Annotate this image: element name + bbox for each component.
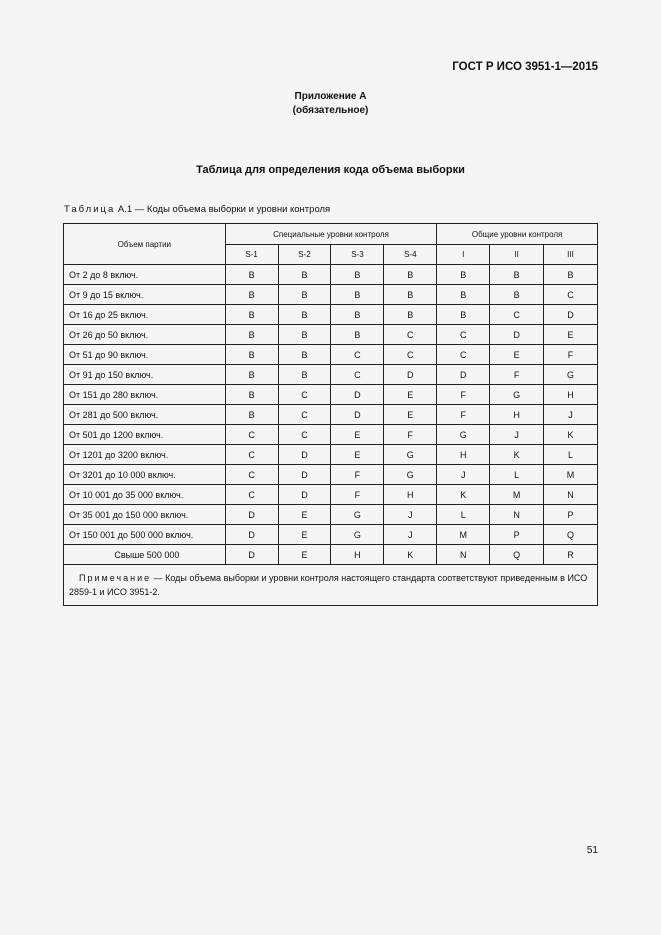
table-row — [64, 345, 598, 365]
lot-size-cell: От 51 до 90 включ. — [64, 345, 226, 365]
table-row — [64, 405, 598, 425]
code-cell: C — [384, 325, 437, 345]
lot-size-cell: От 10 001 до 35 000 включ. — [64, 485, 226, 505]
table-row — [64, 545, 598, 565]
code-cell: B — [490, 265, 544, 285]
lot-size-cell: От 2 до 8 включ. — [64, 265, 226, 285]
code-cell: D — [437, 365, 490, 385]
code-cell: H — [384, 485, 437, 505]
table-caption — [64, 204, 330, 215]
table-row — [64, 425, 598, 445]
code-cell: B — [225, 365, 278, 385]
code-cell: B — [331, 265, 384, 285]
code-cell: B — [225, 405, 278, 425]
code-cell: J — [384, 525, 437, 545]
code-cell: C — [278, 425, 331, 445]
appendix-status: (обязательное) — [292, 105, 369, 116]
code-cell: F — [331, 465, 384, 485]
code-cell: F — [331, 485, 384, 505]
level-header: II — [490, 245, 544, 265]
code-cell: E — [278, 505, 331, 525]
code-cell: J — [544, 405, 598, 425]
code-cell: M — [490, 485, 544, 505]
lot-size-cell: От 1201 до 3200 включ. — [64, 445, 226, 465]
code-cell: D — [544, 305, 598, 325]
code-cell: G — [544, 365, 598, 385]
code-cell: C — [331, 345, 384, 365]
lot-size-cell: От 281 до 500 включ. — [64, 405, 226, 425]
code-cell: G — [384, 465, 437, 485]
code-cell: G — [384, 445, 437, 465]
code-cell: B — [225, 305, 278, 325]
document-id: ГОСТ Р ИСО 3951-1—2015 — [452, 61, 598, 73]
lot-size-cell: От 9 до 15 включ. — [64, 285, 226, 305]
general-levels-header: Общие уровни контроля — [437, 224, 598, 245]
code-cell: B — [278, 285, 331, 305]
code-cell: G — [437, 425, 490, 445]
code-cell: L — [437, 505, 490, 525]
code-cell: H — [544, 385, 598, 405]
code-cell: P — [490, 525, 544, 545]
lot-size-cell: От 150 001 до 500 000 включ. — [64, 525, 226, 545]
sample-size-code-table — [63, 223, 598, 606]
code-cell: L — [490, 465, 544, 485]
code-cell: F — [437, 405, 490, 425]
code-cell: C — [225, 445, 278, 465]
table-row — [64, 385, 598, 405]
table-row — [64, 485, 598, 505]
level-header: S-4 — [384, 245, 437, 265]
code-cell: M — [437, 525, 490, 545]
code-cell: P — [544, 505, 598, 525]
code-cell: G — [490, 385, 544, 405]
code-cell: B — [278, 265, 331, 285]
code-cell: D — [225, 505, 278, 525]
code-cell: B — [225, 285, 278, 305]
appendix-heading — [0, 90, 661, 118]
code-cell: B — [331, 325, 384, 345]
code-cell: B — [437, 305, 490, 325]
table-note — [64, 565, 598, 606]
table-row — [64, 525, 598, 545]
code-cell: Q — [490, 545, 544, 565]
code-cell: H — [437, 445, 490, 465]
table-caption-text: А.1 — Коды объема выборки и уровни контроля — [115, 204, 331, 215]
special-levels-header: Специальные уровни контроля — [225, 224, 437, 245]
code-cell: D — [384, 365, 437, 385]
code-cell: H — [331, 545, 384, 565]
code-cell: K — [490, 445, 544, 465]
appendix-title: Приложение А — [294, 91, 367, 102]
code-cell: E — [384, 405, 437, 425]
level-header: S-1 — [225, 245, 278, 265]
code-cell: F — [544, 345, 598, 365]
lot-size-cell: От 35 001 до 150 000 включ. — [64, 505, 226, 525]
code-cell: D — [331, 385, 384, 405]
code-cell: E — [490, 345, 544, 365]
code-cell: G — [331, 505, 384, 525]
code-cell: Q — [544, 525, 598, 545]
code-cell: B — [225, 265, 278, 285]
code-cell: D — [490, 325, 544, 345]
code-cell: N — [544, 485, 598, 505]
lot-size-cell: От 26 до 50 включ. — [64, 325, 226, 345]
code-cell: D — [331, 405, 384, 425]
code-cell: E — [384, 385, 437, 405]
code-cell: B — [384, 265, 437, 285]
lot-size-cell: От 501 до 1200 включ. — [64, 425, 226, 445]
table-row — [64, 505, 598, 525]
code-cell: D — [278, 465, 331, 485]
code-cell: D — [278, 445, 331, 465]
code-cell: C — [384, 345, 437, 365]
code-cell: B — [437, 285, 490, 305]
code-cell: D — [278, 485, 331, 505]
lot-size-cell: От 3201 до 10 000 включ. — [64, 465, 226, 485]
code-cell: B — [225, 345, 278, 365]
page-number: 51 — [586, 845, 598, 856]
table-caption-label: Таблица — [64, 204, 116, 215]
code-cell: B — [225, 385, 278, 405]
code-cell: B — [225, 325, 278, 345]
lot-size-cell: От 151 до 280 включ. — [64, 385, 226, 405]
code-cell: F — [437, 385, 490, 405]
code-cell: E — [331, 445, 384, 465]
code-cell: B — [437, 265, 490, 285]
note-row — [64, 565, 598, 606]
code-cell: F — [490, 365, 544, 385]
lot-size-cell: От 16 до 25 включ. — [64, 305, 226, 325]
code-cell: D — [225, 545, 278, 565]
table-row — [64, 265, 598, 285]
code-cell: C — [278, 385, 331, 405]
section-title: Таблица для определения кода объема выборки — [196, 164, 465, 176]
code-cell: C — [437, 345, 490, 365]
code-cell: H — [490, 405, 544, 425]
note-label: Примечание — [79, 573, 152, 583]
code-cell: B — [544, 265, 598, 285]
table-row — [64, 285, 598, 305]
table-row — [64, 365, 598, 385]
lot-size-cell: От 91 до 150 включ. — [64, 365, 226, 385]
code-cell: B — [331, 285, 384, 305]
code-cell: K — [384, 545, 437, 565]
code-cell: K — [544, 425, 598, 445]
code-cell: J — [490, 425, 544, 445]
code-cell: E — [278, 525, 331, 545]
lot-size-header: Объем партии — [64, 224, 226, 265]
code-cell: B — [278, 305, 331, 325]
code-cell: L — [544, 445, 598, 465]
code-cell: D — [225, 525, 278, 545]
code-cell: C — [437, 325, 490, 345]
code-cell: C — [490, 305, 544, 325]
lot-size-cell: Свыше 500 000 — [64, 545, 226, 565]
code-cell: F — [384, 425, 437, 445]
level-header: S-2 — [278, 245, 331, 265]
code-cell: B — [278, 325, 331, 345]
code-cell: J — [437, 465, 490, 485]
table-row — [64, 445, 598, 465]
code-cell: C — [225, 425, 278, 445]
code-cell: E — [544, 325, 598, 345]
code-cell: B — [331, 305, 384, 325]
code-cell: B — [384, 305, 437, 325]
level-header: I — [437, 245, 490, 265]
code-cell: N — [490, 505, 544, 525]
code-cell: B — [384, 285, 437, 305]
code-cell: B — [278, 365, 331, 385]
note-text: — Коды объема выборки и уровни контроля настоящего стандарта соответствуют приведенным в ИСО 2859-1 и ИСО 3951-2. — [69, 573, 588, 597]
code-cell: C — [225, 485, 278, 505]
code-cell: C — [544, 285, 598, 305]
code-cell: N — [437, 545, 490, 565]
code-cell: M — [544, 465, 598, 485]
code-cell: C — [331, 365, 384, 385]
table-row — [64, 325, 598, 345]
code-cell: K — [437, 485, 490, 505]
level-header: S-3 — [331, 245, 384, 265]
table-row — [64, 305, 598, 325]
level-header: III — [544, 245, 598, 265]
code-cell: R — [544, 545, 598, 565]
code-cell: C — [278, 405, 331, 425]
code-cell: E — [331, 425, 384, 445]
code-cell: B — [490, 285, 544, 305]
code-cell: E — [278, 545, 331, 565]
code-cell: C — [225, 465, 278, 485]
code-cell: B — [278, 345, 331, 365]
table-row — [64, 465, 598, 485]
code-cell: J — [384, 505, 437, 525]
code-cell: G — [331, 525, 384, 545]
